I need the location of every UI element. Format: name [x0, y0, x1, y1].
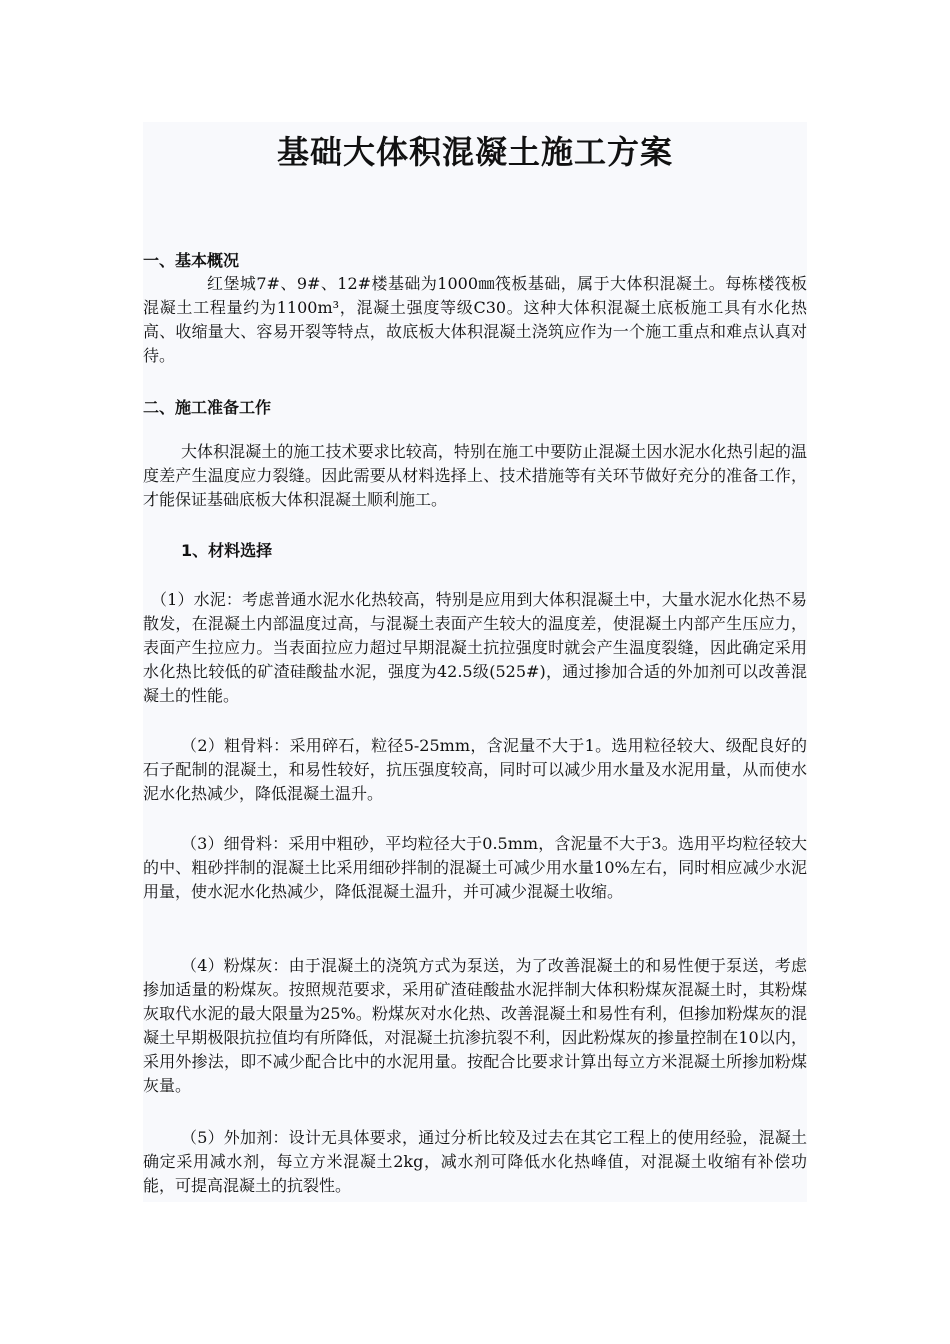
- document-page: [143, 122, 807, 1202]
- material-item-admixture: （5）外加剂：设计无具体要求，通过分析比较及过去在其它工程上的使用经验，混凝土确定采用减水剂，每立方米混凝土2kg，减水剂可降低水化热峰值，对混凝土收缩有补偿功能，可提高混凝土的抗裂性。: [143, 1128, 807, 1195]
- material-item-coarse-aggregate: （2）粗骨料：采用碎石，粒径5-25mm，含泥量不大于1。选用粒径较大、级配良好的石子配制的混凝土，和易性较好，抗压强度较高，同时可以减少用水量及水泥用量，从而使水泥水化热减少，降低混凝土温升。: [143, 736, 807, 803]
- document-title: 基础大体积混凝土施工方案: [276, 133, 673, 171]
- overview-paragraph: 红堡城7#、9#、12#楼基础为1000㎜筏板基础，属于大体积混凝土。每栋楼筏板混凝土工程量约为1100m³，混凝土强度等级C30。这种大体积混凝土底板施工具有水化热高、收缩量大、容易开裂等特点，故底板大体积混凝土浇筑应作为一个施工重点和难点认真对待。: [143, 274, 807, 365]
- section-heading-preparation: 二、施工准备工作: [143, 398, 272, 417]
- material-item-fine-aggregate: （3）细骨料：采用中粗砂，平均粒径大于0.5mm，含泥量不大于3。选用平均粒径较大的中、粗砂拌制的混凝土比采用细砂拌制的混凝土可减少用水量10%左右，同时相应减少水泥用量，使水泥水化热减少，降低混凝土温升，并可减少混凝土收缩。: [143, 834, 807, 901]
- section-heading-overview: 一、基本概况: [143, 251, 240, 270]
- preparation-paragraph: 大体积混凝土的施工技术要求比较高，特别在施工中要防止混凝土因水泥水化热引起的温度差产生温度应力裂缝。因此需要从材料选择上、技术措施等有关环节做好充分的准备工作，才能保证基础底板大体积混凝土顺利施工。: [143, 442, 807, 509]
- material-item-cement: （1）水泥：考虑普通水泥水化热较高，特别是应用到大体积混凝土中，大量水泥水化热不易散发，在混凝土内部温度过高，与混凝土表面产生较大的温度差，使混凝土内部产生压应力，表面产生拉应力。当表面拉应力超过早期混凝土抗拉强度时就会产生温度裂缝，因此确定采用水化热比较低的矿渣硅酸盐水泥，强度为42.5级(525#)，通过掺加合适的外加剂可以改善混凝土的性能。: [143, 590, 807, 705]
- subsection-heading-materials: 1、材料选择: [181, 541, 273, 560]
- material-item-fly-ash: （4）粉煤灰：由于混凝土的浇筑方式为泵送，为了改善混凝土的和易性便于泵送，考虑掺加适量的粉煤灰。按照规范要求，采用矿渣硅酸盐水泥拌制大体积粉煤灰混凝土时，其粉煤灰取代水泥的最大限量为25%。粉煤灰对水化热、改善混凝土和易性有利，但掺加粉煤灰的混凝土早期极限抗拉值均有所降低，对混凝土抗渗抗裂不利，因此粉煤灰的掺量控制在10以内，采用外掺法，即不减少配合比中的水泥用量。按配合比要求计算出每立方米混凝土所掺加粉煤灰量。: [143, 956, 807, 1095]
